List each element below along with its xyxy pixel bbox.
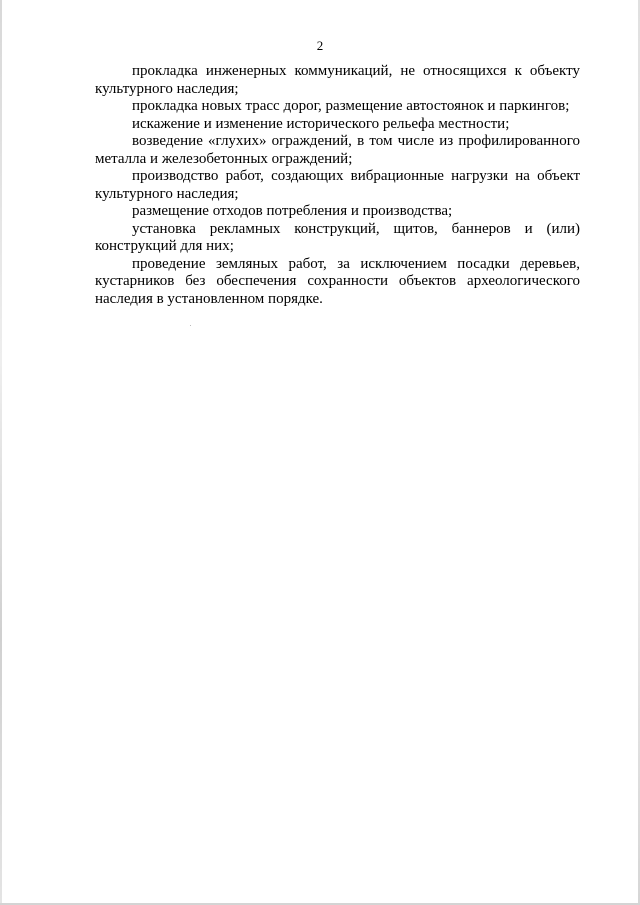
scan-edge-left [0,0,2,905]
scan-speck [190,325,191,326]
list-item: прокладка инженерных коммуникаций, не относящихся к объекту культурного наследия; [95,63,580,97]
list-item: установка рекламных конструкций, щитов, баннеров и (или) конструкций для них; [95,220,580,254]
list-item: проведение земляных работ, за исключением посадки деревьев, кустарников без обеспечения сохранности объектов археологического наследия в установленном порядке. [95,255,580,307]
list-item: размещение отходов потребления и производства; [132,203,453,219]
document-body [95,63,580,308]
list-item: прокладка новых трасс дорог, размещение автостоянок и паркингов; [132,98,570,114]
page-number: 2 [316,38,324,53]
list-item: производство работ, создающих вибрационные нагрузки на объект культурного наследия; [95,168,580,202]
list-item: искажение и изменение исторического рельефа местности; [132,115,510,132]
list-item: возведение «глухих» ограждений, в том числе из профилированного металла и железобетонных ограждений; [95,133,580,167]
